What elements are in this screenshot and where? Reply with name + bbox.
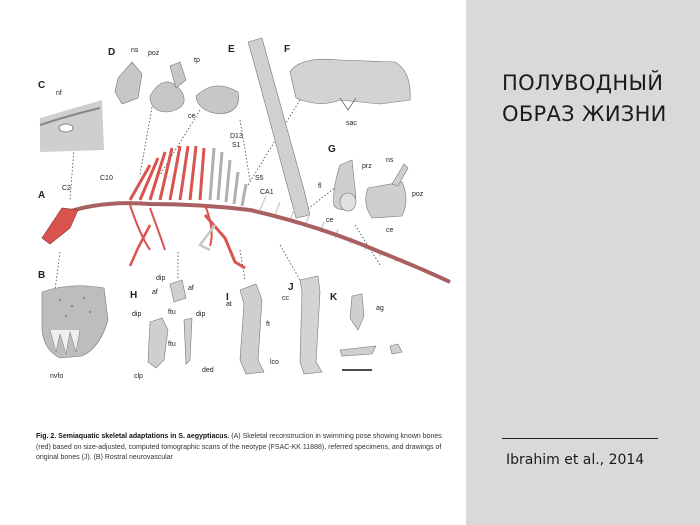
panel-letter-a: A — [38, 190, 46, 201]
label-sac: sac — [346, 120, 357, 127]
label-nvfo: nvfo — [50, 373, 64, 380]
label-af-1: af — [152, 289, 158, 296]
label-cc: cc — [282, 295, 289, 302]
panel-letter-i: I — [226, 292, 229, 303]
side-panel — [466, 0, 700, 525]
figure-caption — [36, 432, 446, 464]
label-at: at — [226, 301, 232, 308]
label-d13: D13 — [230, 133, 243, 140]
label-tp: tp — [194, 57, 200, 64]
label-lco: lco — [270, 359, 279, 366]
label-s5: S5 — [255, 175, 264, 182]
label-ft: ft — [266, 321, 270, 328]
label-fl: fl — [318, 183, 322, 190]
panel-letter-k: K — [330, 292, 338, 303]
label-ce-g1: ce — [326, 217, 334, 224]
citation: Ibrahim et al., 2014 — [506, 452, 645, 468]
label-ftu-2: ftu — [168, 341, 176, 348]
label-ns-d: ns — [131, 47, 139, 54]
label-dip-h2: dip — [132, 311, 142, 318]
label-clp: clp — [134, 373, 143, 380]
panel-letter-j: J — [288, 282, 294, 293]
label-af-2: af — [188, 285, 194, 292]
panel-letter-g: G — [328, 144, 336, 155]
label-poz-g: poz — [412, 191, 424, 198]
panel-k — [340, 294, 402, 356]
panel-f — [290, 59, 410, 110]
label-ca1: CA1 — [260, 189, 274, 196]
label-poz-d: poz — [148, 50, 160, 57]
label-ded: ded — [202, 367, 214, 374]
panel-letter-c: C — [38, 80, 46, 91]
label-s1: S1 — [232, 142, 241, 149]
panel-b — [42, 286, 108, 358]
panel-i — [240, 284, 264, 374]
label-c10: C10 — [100, 175, 113, 182]
panel-c — [40, 100, 104, 152]
label-ce-d: ce — [188, 113, 196, 120]
panel-letter-h: H — [130, 290, 138, 301]
label-ag: ag — [376, 305, 384, 312]
caption-heading: Fig. 2. Semiaquatic skeletal adaptations in S. aegyptiacus. — [36, 433, 230, 440]
label-c2: C2 — [62, 185, 71, 192]
label-nf: nf — [56, 90, 62, 97]
label-ce-g2: ce — [386, 227, 394, 234]
caption-body: (A) Skeletal reconstruction in swimming pose showing known bones (red) based on size-adjusted, computed tomographic scans of the neotype (FSAC-KK 11888), referred specimens, and drawings of original bones (J). (B) Rostral neurovascular — [36, 433, 442, 461]
label-ftu-1: ftu — [168, 309, 176, 316]
panel-letter-b: B — [38, 270, 46, 281]
label-prz: prz — [362, 163, 372, 170]
label-dip-h3: dip — [196, 311, 206, 318]
divider-line — [502, 438, 658, 439]
panel-letter-f: F — [284, 44, 291, 55]
panel-d — [115, 62, 239, 114]
label-dip-h1: dip — [156, 275, 166, 282]
slide-title: ПОЛУВОДНЫЙ ОБРАЗ ЖИЗНИ — [502, 71, 667, 126]
panel-letter-d: D — [108, 47, 116, 58]
label-ns-g: ns — [386, 157, 394, 164]
panel-letter-e: E — [228, 44, 235, 55]
panel-j — [300, 276, 322, 374]
